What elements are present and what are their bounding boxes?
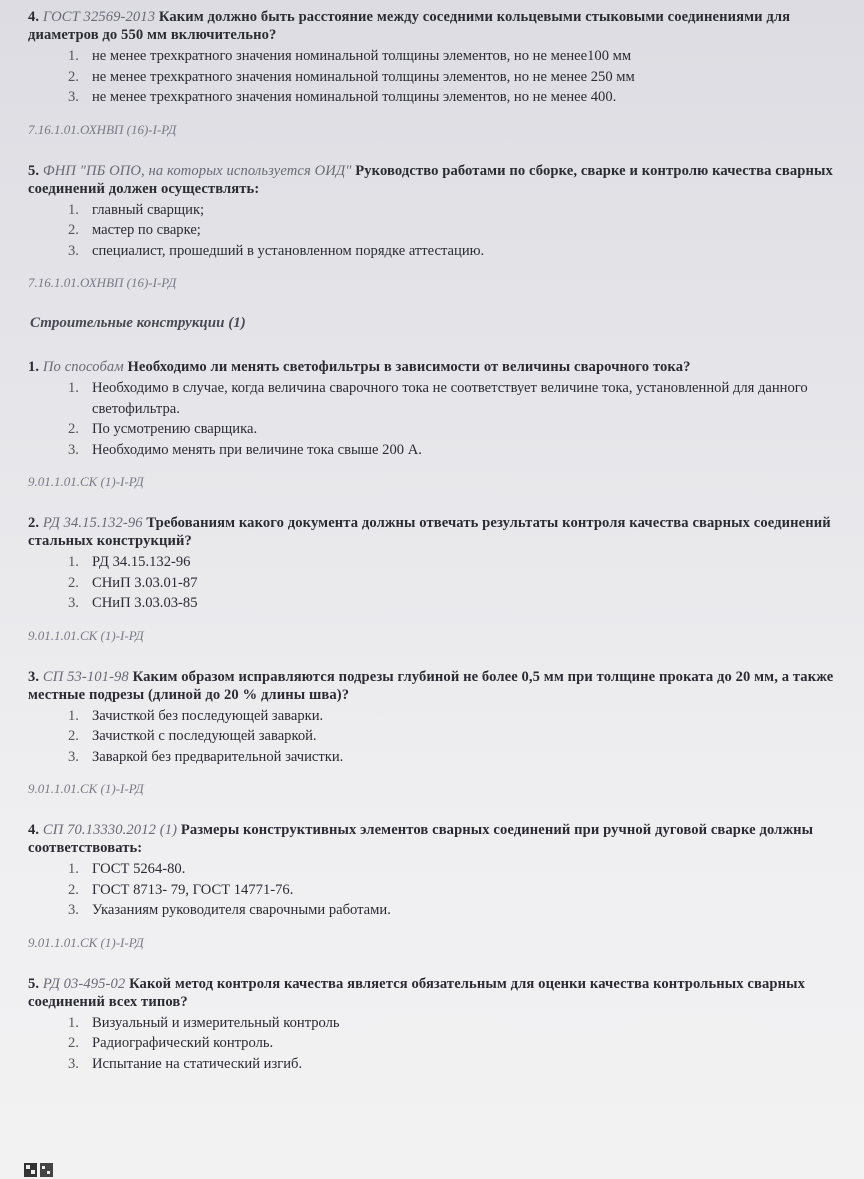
answer-option (68, 419, 834, 440)
question-text (28, 668, 834, 704)
answer-option (68, 706, 834, 727)
option-text: СНиП 3.03.03-85 (92, 595, 198, 611)
answer-options (28, 1013, 834, 1075)
option-number: 3. (68, 441, 79, 458)
option-text: Испытание на статический изгиб. (92, 1055, 303, 1072)
option-number: 3. (68, 595, 79, 611)
option-number: 3. (68, 748, 79, 765)
option-number: 1. (68, 1014, 79, 1031)
option-text: Заваркой без предварительной зачистки. (92, 748, 344, 765)
question-number: 4. (28, 822, 40, 838)
question-text (28, 821, 834, 857)
option-text: Необходимо в случае, когда величина сварочного тока не соответствует величине тока, установленной для данного светофильтра. (92, 380, 808, 417)
option-text: Визуальный и измерительный контроль (92, 1014, 340, 1031)
option-number: 1. (68, 707, 79, 724)
question-number: 5. (28, 975, 40, 992)
option-text: Зачисткой с последующей заваркой. (92, 728, 317, 744)
question-text (28, 514, 834, 550)
option-text: не менее трехкратного значения номинальной толщины элементов, но не менее100 мм (92, 48, 632, 64)
option-text: специалист, прошедший в установленном порядке аттестацию. (92, 242, 485, 259)
question-source: РД 34.15.132-96 (42, 515, 143, 531)
question-body: Какой метод контроля качества является обязательным для оценки качества контрольных сварных соединений всех типов? (28, 975, 806, 1010)
question-text (28, 975, 834, 1011)
option-number: 2. (68, 574, 79, 591)
option-number: 1. (68, 48, 79, 64)
question-block (28, 162, 834, 292)
question-source: СП 53-101-98 (42, 668, 129, 685)
option-text: ГОСТ 8713- 79, ГОСТ 14771-76. (92, 881, 294, 898)
option-number: 1. (68, 861, 79, 877)
answer-option (68, 440, 834, 461)
option-text: главный сварщик; (92, 201, 205, 218)
question-block (28, 8, 834, 138)
option-number: 2. (68, 1035, 79, 1051)
answer-option (68, 1013, 834, 1034)
answer-options (28, 378, 834, 460)
answer-options (28, 200, 834, 262)
option-text: не менее трехкратного значения номинальной толщины элементов, но не менее 400. (92, 89, 617, 105)
question-body: Руководство работами по сборке, сварке и контролю качества сварных соединений должен осуществлять: (28, 162, 833, 197)
option-text: мастер по сварке; (92, 222, 201, 238)
question-source: По способам (42, 359, 124, 375)
question-block (28, 358, 834, 490)
answer-option (68, 46, 834, 67)
question-text (28, 162, 834, 198)
question-source: ФНП "ПБ ОПО, на которых используется ОИД" (42, 162, 352, 179)
question-number: 4. (28, 9, 40, 25)
section-title: Строительные конструкции (1) (30, 315, 246, 331)
question-number: 2. (28, 515, 40, 531)
question-body: Требованиям какого документа должны отвечать результаты контроля качества сварных соединений стальных конструкций? (28, 515, 831, 549)
question-code: 7.16.1.01.ОХНВП (16)-I-РД (28, 275, 177, 290)
question-number: 3. (28, 668, 40, 685)
question-number: 5. (28, 162, 40, 179)
answer-options (28, 859, 834, 921)
question-body: Необходимо ли менять светофильтры в зависимости от величины сварочного тока? (127, 359, 691, 375)
option-text: Зачисткой без последующей заварки. (92, 707, 324, 724)
answer-option (68, 220, 834, 241)
answer-option (68, 726, 834, 747)
option-number: 1. (68, 554, 79, 570)
answer-option (68, 378, 834, 419)
question-block (28, 975, 834, 1075)
question-group-section (28, 358, 834, 1074)
question-block (28, 668, 834, 798)
option-text: Указаниям руководителя сварочными работами. (92, 902, 391, 918)
answer-option (68, 747, 834, 768)
answer-option (68, 200, 834, 221)
answer-option (68, 859, 834, 880)
question-body: Каким должно быть расстояние между соседними кольцевыми стыковыми соединениями для диаметров до 550 мм включительно? (28, 9, 791, 43)
answer-option (68, 241, 834, 262)
question-code: 9.01.1.01.СК (1)-I-РД (28, 781, 144, 796)
answer-options (28, 46, 834, 108)
option-text: СНиП 3.03.01-87 (92, 574, 198, 591)
option-number: 3. (68, 242, 79, 259)
answer-option (68, 67, 834, 88)
option-number: 2. (68, 68, 79, 85)
answer-options (28, 706, 834, 768)
answer-option (68, 1033, 834, 1054)
qr-code-icon (24, 1163, 54, 1177)
option-text: ГОСТ 5264-80. (92, 861, 186, 877)
option-number: 1. (68, 201, 79, 218)
question-source: РД 03-495-02 (42, 975, 126, 992)
option-number: 3. (68, 1055, 79, 1072)
option-number: 1. (68, 380, 79, 396)
answer-options (28, 552, 834, 614)
question-text (28, 358, 834, 376)
question-code: 9.01.1.01.СК (1)-I-РД (28, 934, 144, 950)
question-group-top (28, 8, 834, 291)
option-number: 3. (68, 89, 79, 105)
question-body: Каким образом исправляются подрезы глубиной не более 0,5 мм при толщине проката до 20 мм, а также местные подрезы (длиной до 20 % длины шва)? (28, 668, 834, 703)
answer-option (68, 87, 834, 108)
option-text: Необходимо менять при величине тока свыше 200 А. (92, 441, 422, 458)
option-text: По усмотрению сварщика. (92, 421, 258, 437)
question-code: 7.16.1.01.ОХНВП (16)-I-РД (28, 121, 177, 137)
question-block (28, 821, 834, 951)
option-text: РД 34.15.132-96 (92, 554, 191, 570)
option-number: 2. (68, 222, 79, 238)
option-number: 2. (68, 728, 79, 744)
option-number: 3. (68, 902, 79, 918)
question-block (28, 514, 834, 644)
question-code: 9.01.1.01.СК (1)-I-РД (28, 474, 144, 489)
question-code: 9.01.1.01.СК (1)-I-РД (28, 627, 144, 643)
answer-option (68, 900, 834, 921)
answer-option (68, 1054, 834, 1075)
question-source: ГОСТ 32569-2013 (42, 9, 156, 25)
option-number: 2. (68, 881, 79, 898)
option-text: не менее трехкратного значения номинальной толщины элементов, но не менее 250 мм (92, 68, 635, 85)
question-number: 1. (28, 359, 40, 375)
answer-option (68, 573, 834, 594)
question-body: Размеры конструктивных элементов сварных соединений при ручной дуговой сварке должны соответствовать: (28, 822, 814, 856)
answer-option (68, 593, 834, 614)
option-text: Радиографический контроль. (92, 1035, 274, 1051)
answer-option (68, 880, 834, 901)
option-number: 2. (68, 421, 79, 437)
question-text (28, 8, 834, 44)
answer-option (68, 552, 834, 573)
question-source: СП 70.13330.2012 (1) (42, 822, 178, 838)
